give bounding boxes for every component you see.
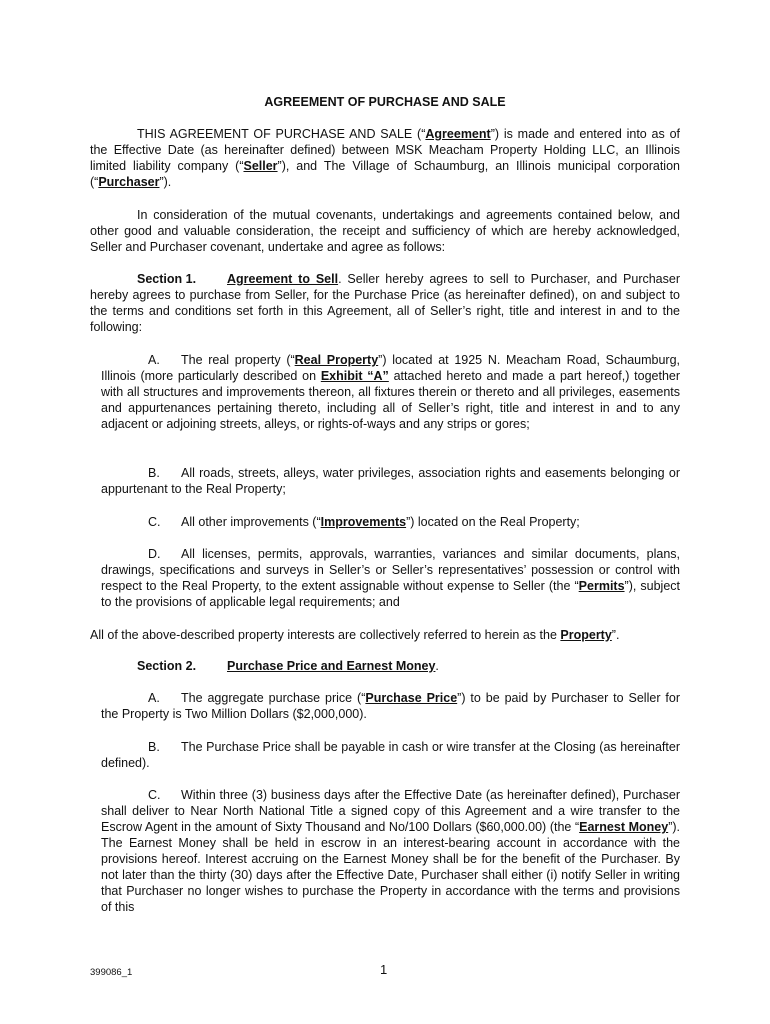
footer-document-id: 399086_1 bbox=[90, 967, 133, 978]
section-1-item-d: D. All licenses, permits, approvals, warranties, variances and similar documents, plans, drawings, specifications and surveys in Seller’s or Seller’s representatives’ possession or control with respect to the Real Property, to the extent assignable without expense to Seller (the “Permits”), subject to the provisions of applicable legal requirements; and bbox=[101, 547, 680, 609]
property-summary-paragraph: All of the above-described property interests are collectively referred to herein as the Property”. bbox=[90, 628, 620, 642]
document-title: AGREEMENT OF PURCHASE AND SALE bbox=[264, 95, 506, 109]
consideration-paragraph: In consideration of the mutual covenants, undertakings and agreements contained below, and other good and valuable consideration, the receipt and sufficiency of which are hereby acknowledged, Seller and Purchaser covenant, undertake and agree as follows: bbox=[90, 208, 680, 254]
page-number: 1 bbox=[380, 962, 388, 977]
defined-term-improvements: Improvements bbox=[320, 515, 407, 529]
section-2-heading-line: Section 2. Purchase Price and Earnest Money. bbox=[137, 659, 439, 673]
section-2-number: Section 2. bbox=[137, 659, 197, 673]
section-1-item-b: B. All roads, streets, alleys, water privileges, association rights and easements belonging or appurtenant to the Real Property; bbox=[101, 466, 680, 496]
section-1-paragraph: Section 1. Agreement to Sell. Seller hereby agrees to sell to Purchaser, and Purchaser hereby agrees to purchase from Seller, for the Purchase Price (as hereinafter defined), on and subject to the terms and conditions set forth in this Agreement, all of Seller’s right, title and interest in and to the following: bbox=[90, 272, 680, 334]
section-2-item-c: C. Within three (3) business days after the Effective Date (as hereinafter defined), Purchaser shall deliver to Near North National Title a signed copy of this Agreement and a wire transfer to the Escrow Agent in the amount of Sixty Thousand and No/100 Dollars ($60,000.00) (the “Earnest Money”). The Earnest Money shall be held in escrow in an interest-bearing account in accordance with the provisions hereof. Interest accruing on the Earnest Money shall be for the benefit of the Purchaser. By not later than the thirty (30) days after the Effective Date, Purchaser shall either (i) notify Seller in writing that Purchaser no longer wishes to purchase the Property in accordance with the terms and provisions of this bbox=[101, 788, 680, 914]
defined-term-agreement: Agreement bbox=[425, 127, 491, 141]
defined-term-property: Property bbox=[560, 628, 612, 642]
exhibit-a-reference: Exhibit “A” bbox=[320, 369, 389, 383]
defined-term-purchaser: Purchaser bbox=[98, 175, 160, 189]
section-2-heading: Purchase Price and Earnest Money bbox=[227, 659, 436, 673]
section-1-item-a: A. The real property (“Real Property”) located at 1925 N. Meacham Road, Schaumburg, Illinois (more particularly described on Exhibit “A” attached hereto and made a part hereof,) together with all structures and improvements thereon, all fixtures therein or thereto and all privileges, easements and appurtenances pertaining thereto, including all of Seller’s right, title and interest in and to any adjacent or adjoining streets, alleys, or rights-of-ways and any strips or gores; bbox=[101, 353, 681, 431]
section-1-heading: Agreement to Sell bbox=[227, 272, 339, 286]
defined-term-purchase-price: Purchase Price bbox=[365, 691, 458, 705]
section-1-number: Section 1. bbox=[137, 272, 197, 286]
section-1-item-c: C. All other improvements (“Improvements”) located on the Real Property; bbox=[148, 515, 580, 529]
defined-term-seller: Seller bbox=[243, 159, 278, 173]
defined-term-permits: Permits bbox=[578, 579, 625, 593]
intro-paragraph: THIS AGREEMENT OF PURCHASE AND SALE (“Agreement”) is made and entered into as of the Effective Date (as hereinafter defined) between MSK Meacham Property Holding LLC, an Illinois limited liability company (“Seller”), and The Village of Schaumburg, an Illinois municipal corporation (“Purchaser”). bbox=[90, 127, 680, 189]
section-2-item-a: A. The aggregate purchase price (“Purchase Price”) to be paid by Purchaser to Seller for the Property is Two Million Dollars ($2,000,000). bbox=[101, 691, 680, 721]
defined-term-real-property: Real Property bbox=[294, 353, 379, 367]
defined-term-earnest-money: Earnest Money bbox=[579, 820, 669, 834]
section-2-item-b: B. The Purchase Price shall be payable in cash or wire transfer at the Closing (as hereinafter defined). bbox=[101, 740, 680, 770]
